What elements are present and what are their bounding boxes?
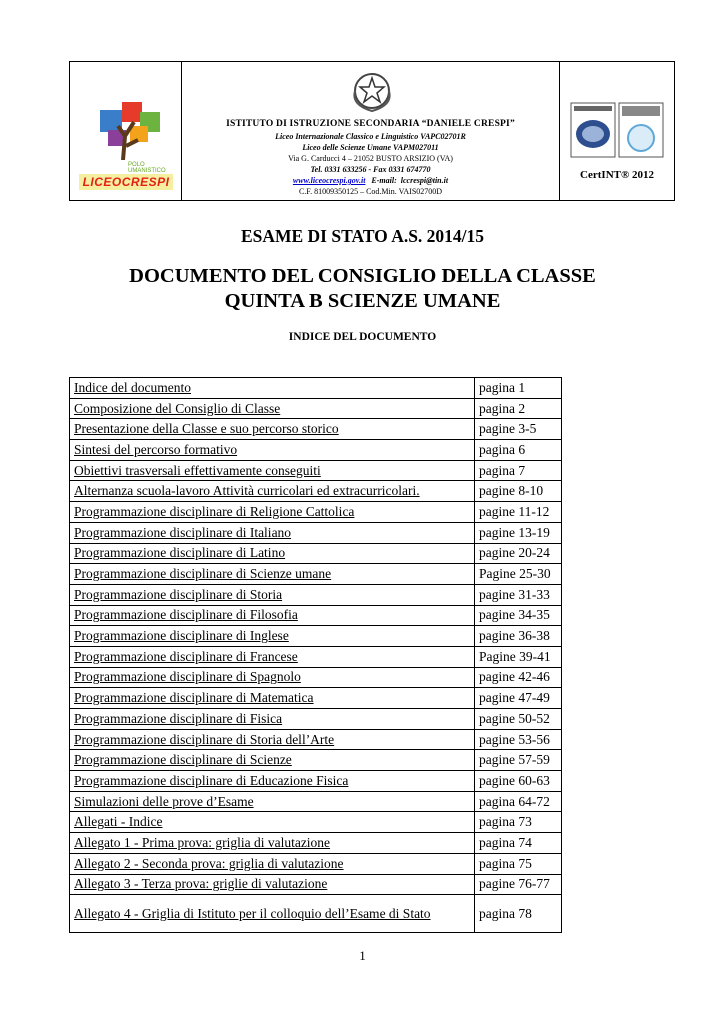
letterhead	[69, 61, 675, 201]
toc-link[interactable]: Simulazioni delle prove d’Esame	[74, 793, 254, 809]
toc-pages-cell: Pagine 39-41	[475, 646, 562, 667]
table-row	[70, 502, 562, 523]
toc-link[interactable]: Programmazione disciplinare di Educazione Fisica	[74, 772, 349, 788]
toc-title-cell	[70, 667, 475, 688]
toc-pages-cell: pagine 60-63	[475, 771, 562, 792]
table-row	[70, 460, 562, 481]
toc-title-cell	[70, 584, 475, 605]
toc-pages-cell: pagine 36-38	[475, 626, 562, 647]
toc-link[interactable]: Programmazione disciplinare di Latino	[74, 545, 286, 561]
table-row	[70, 833, 562, 854]
toc-pages-cell: Pagine 25-30	[475, 564, 562, 585]
toc-title-cell	[70, 481, 475, 502]
toc-title-cell	[70, 626, 475, 647]
header-address: Via G. Carducci 4 – 21052 BUSTO ARSIZIO (VA)	[288, 154, 453, 163]
table-row	[70, 564, 562, 585]
toc-pages-cell: pagina 78	[475, 895, 562, 933]
toc-link[interactable]: Programmazione disciplinare di Scienze umane	[74, 566, 332, 582]
email-text: E-mail: lccrespi@tin.it	[365, 176, 449, 185]
toc-pages-cell: pagine 34-35	[475, 605, 562, 626]
header-contacts	[182, 176, 559, 186]
header-line-2: Liceo delle Scienze Umane VAPM027011	[302, 143, 439, 152]
toc-pages-cell: pagine 76-77	[475, 874, 562, 895]
toc-title-cell	[70, 646, 475, 667]
toc-title-cell	[70, 605, 475, 626]
toc-pages-cell: pagine 42-46	[475, 667, 562, 688]
toc-pages-cell: pagina 6	[475, 440, 562, 461]
table-row	[70, 419, 562, 440]
institute-title: ISTITUTO DI ISTRUZIONE SECONDARIA “DANIELE CRESPI”	[226, 119, 515, 129]
toc-title-cell	[70, 833, 475, 854]
toc-link[interactable]: Allegati - Indice	[74, 814, 163, 830]
table-row	[70, 522, 562, 543]
toc-title-cell	[70, 460, 475, 481]
toc-link[interactable]: Obiettivi trasversali effettivamente conseguiti	[74, 462, 321, 478]
toc-title-cell	[70, 502, 475, 523]
toc-title-cell	[70, 791, 475, 812]
logo-cell	[70, 62, 182, 200]
toc-title-cell	[70, 398, 475, 419]
exam-heading: ESAME DI STATO A.S. 2014/15	[240, 226, 485, 246]
toc-link[interactable]: Programmazione disciplinare di Francese	[74, 648, 298, 664]
document-title	[0, 264, 725, 314]
logo-text: LICEOCRESPI	[79, 174, 173, 190]
toc-title-cell	[70, 378, 475, 399]
toc-link[interactable]: Presentazione della Classe e suo percorso storico	[74, 421, 339, 437]
table-row	[70, 729, 562, 750]
toc-title-cell	[70, 688, 475, 709]
toc-link[interactable]: Alternanza scuola-lavoro Attività curricolari ed extracurricolari.	[74, 483, 420, 499]
toc-title-cell	[70, 729, 475, 750]
toc-pages-cell: pagine 47-49	[475, 688, 562, 709]
header-codes: C.F. 81009350125 – Cod.Min. VAIS02700D	[298, 187, 443, 196]
toc-title-cell	[70, 853, 475, 874]
table-of-contents	[69, 377, 562, 933]
toc-title-cell	[70, 543, 475, 564]
table-row	[70, 688, 562, 709]
table-row	[70, 895, 562, 933]
institute-info-cell	[182, 62, 560, 200]
table-row	[70, 750, 562, 771]
toc-title-cell	[70, 522, 475, 543]
toc-title-cell	[70, 564, 475, 585]
toc-pages-cell: pagine 8-10	[475, 481, 562, 502]
toc-pages-cell: pagine 3-5	[475, 419, 562, 440]
toc-pages-cell: pagina 64-72	[475, 791, 562, 812]
toc-pages-cell: pagine 31-33	[475, 584, 562, 605]
toc-link[interactable]: Composizione del Consiglio di Classe	[74, 400, 281, 416]
toc-pages-cell: pagina 75	[475, 853, 562, 874]
toc-link[interactable]: Allegato 1 - Prima prova: griglia di valutazione	[74, 834, 331, 850]
cert-label: CertINT® 2012	[580, 169, 654, 181]
toc-title-cell	[70, 771, 475, 792]
toc-pages-cell: pagina 74	[475, 833, 562, 854]
page-number: 1	[359, 948, 366, 963]
toc-link[interactable]: Programmazione disciplinare di Spagnolo	[74, 669, 301, 685]
toc-link[interactable]: Allegato 2 - Seconda prova: griglia di valutazione	[74, 855, 344, 871]
toc-title-cell	[70, 874, 475, 895]
toc-link[interactable]: Sintesi del percorso formativo	[74, 441, 238, 457]
toc-link[interactable]: Programmazione disciplinare di Scienze	[74, 752, 292, 768]
title-line-1: DOCUMENTO DEL CONSIGLIO DELLA CLASSE	[129, 265, 596, 287]
header-line-1: Liceo Internazionale Classico e Linguistico VAPC02701R	[275, 132, 466, 141]
toc-link[interactable]: Programmazione disciplinare di Fisica	[74, 710, 283, 726]
website-link[interactable]: www.liceocrespi.gov.it	[292, 176, 366, 185]
toc-link[interactable]: Programmazione disciplinare di Storia dell’Arte	[74, 731, 335, 747]
table-row	[70, 626, 562, 647]
toc-title-cell	[70, 750, 475, 771]
toc-pages-cell: pagina 7	[475, 460, 562, 481]
liceocrespi-logo-icon	[78, 96, 174, 160]
toc-pages-cell: pagina 1	[475, 378, 562, 399]
title-line-2: QUINTA B SCIENZE UMANE	[224, 290, 501, 312]
index-heading: INDICE DEL DOCUMENTO	[288, 331, 437, 343]
table-row	[70, 481, 562, 502]
republic-emblem-icon	[347, 69, 397, 115]
table-row	[70, 874, 562, 895]
header-phone: Tel. 0331 633256 - Fax 0331 674770	[310, 165, 431, 174]
toc-title-cell	[70, 419, 475, 440]
table-row	[70, 378, 562, 399]
toc-pages-cell: pagina 2	[475, 398, 562, 419]
toc-pages-cell: pagine 50-52	[475, 709, 562, 730]
table-row	[70, 709, 562, 730]
toc-title-cell	[70, 440, 475, 461]
toc-link[interactable]: Programmazione disciplinare di Matematica	[74, 690, 314, 706]
toc-pages-cell: pagine 20-24	[475, 543, 562, 564]
table-row	[70, 791, 562, 812]
toc-pages-cell: pagine 11-12	[475, 502, 562, 523]
table-row	[70, 605, 562, 626]
logo-subtext: POLO UMANISTICO	[128, 162, 166, 174]
toc-title-cell	[70, 895, 475, 933]
certification-cell	[560, 62, 674, 200]
toc-pages-cell: pagine 13-19	[475, 522, 562, 543]
table-row	[70, 646, 562, 667]
certification-badges-icon	[570, 102, 664, 158]
table-row	[70, 812, 562, 833]
table-row	[70, 771, 562, 792]
table-row	[70, 584, 562, 605]
table-row	[70, 398, 562, 419]
toc-pages-cell: pagina 73	[475, 812, 562, 833]
toc-link[interactable]: Indice del documento	[74, 379, 191, 395]
toc-link[interactable]: Programmazione disciplinare di Storia	[74, 586, 283, 602]
toc-link[interactable]: Programmazione disciplinare di Filosofia	[74, 607, 298, 623]
toc-link[interactable]: Allegato 3 - Terza prova: griglie di valutazione	[74, 876, 328, 892]
table-row	[70, 667, 562, 688]
toc-pages-cell: pagine 53-56	[475, 729, 562, 750]
toc-title-cell	[70, 812, 475, 833]
toc-pages-cell: pagine 57-59	[475, 750, 562, 771]
toc-link[interactable]: Programmazione disciplinare di Inglese	[74, 628, 289, 644]
table-row	[70, 440, 562, 461]
toc-link[interactable]: Programmazione disciplinare di Italiano	[74, 524, 292, 540]
toc-title-cell	[70, 709, 475, 730]
table-row	[70, 543, 562, 564]
toc-link[interactable]: Allegato 4 - Griglia di Istituto per il colloquio dell’Esame di Stato	[74, 905, 431, 921]
table-row	[70, 853, 562, 874]
toc-link[interactable]: Programmazione disciplinare di Religione Cattolica	[74, 503, 355, 519]
